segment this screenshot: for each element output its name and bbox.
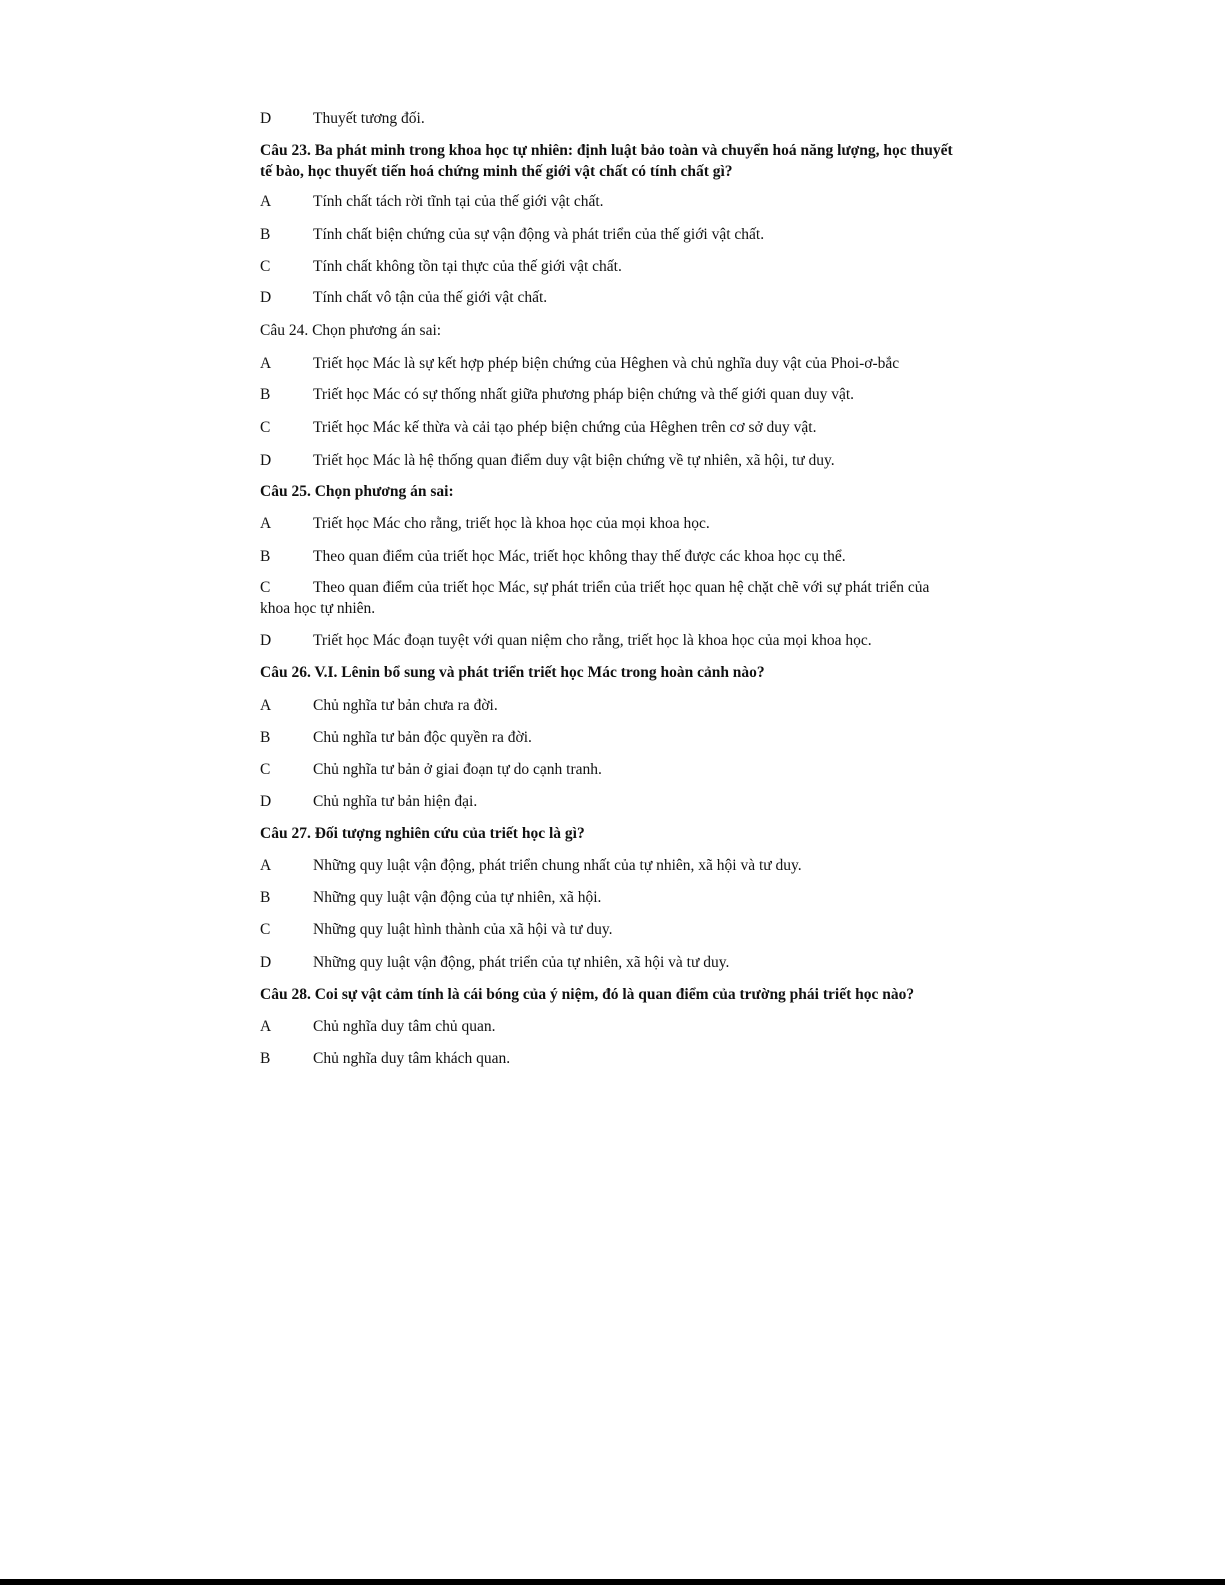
option-row — [260, 384, 960, 405]
option-row — [260, 1016, 960, 1037]
option-text: Tính chất tách rời tĩnh tại của thế giới vật chất. — [313, 193, 604, 210]
question-text: Câu 26. V.I. Lênin bổ sung và phát triển triết học Mác trong hoàn cảnh nào? — [260, 664, 765, 681]
option-row — [260, 855, 960, 876]
option-key: C — [260, 419, 271, 436]
option-row — [260, 191, 960, 212]
option-text: Theo quan điểm của triết học Mác, sự phát triển của triết học quan hệ chặt chẽ với sự phát triển của khoa học tự nhiên. — [260, 579, 930, 617]
option-key: D — [260, 452, 272, 469]
option-row — [260, 759, 960, 780]
option-text: Những quy luật vận động, phát triển chung nhất của tự nhiên, xã hội và tư duy. — [313, 857, 802, 874]
option-text: Chủ nghĩa duy tâm khách quan. — [313, 1050, 511, 1067]
option-row — [260, 450, 960, 471]
option-key: D — [260, 954, 272, 971]
option-key: B — [260, 226, 271, 243]
option-row — [260, 108, 960, 129]
option-text: Chủ nghĩa tư bản độc quyền ra đời. — [313, 729, 532, 746]
question-text: Câu 24. Chọn phương án sai: — [260, 322, 442, 339]
option-row — [260, 727, 960, 748]
option-row — [260, 546, 960, 567]
option-text: Theo quan điểm của triết học Mác, triết học không thay thế được các khoa học cụ thể. — [313, 548, 846, 565]
option-row — [260, 695, 960, 716]
option-row — [260, 919, 960, 940]
option-key: B — [260, 386, 271, 403]
option-text: Triết học Mác có sự thống nhất giữa phương pháp biện chứng và thế giới quan duy vật. — [313, 386, 855, 403]
question-text: Câu 27. Đối tượng nghiên cứu của triết học là gì? — [260, 825, 585, 842]
option-text: Tính chất biện chứng của sự vận động và phát triển của thế giới vật chất. — [313, 226, 765, 243]
option-key: D — [260, 289, 272, 306]
option-key: B — [260, 548, 271, 565]
option-text: Triết học Mác là sự kết hợp phép biện chứng của Hêghen và chủ nghĩa duy vật của Phoi-ơ-bắc — [313, 355, 900, 372]
option-text: Triết học Mác đoạn tuyệt với quan niệm cho rằng, triết học là khoa học của mọi khoa học. — [313, 632, 872, 649]
option-text: Chủ nghĩa duy tâm chủ quan. — [313, 1018, 496, 1035]
option-key: B — [260, 729, 271, 746]
option-text: Những quy luật vận động của tự nhiên, xã hội. — [313, 889, 602, 906]
option-text: Chủ nghĩa tư bản chưa ra đời. — [313, 697, 498, 714]
option-text: Chủ nghĩa tư bản ở giai đoạn tự do cạnh tranh. — [313, 761, 602, 778]
option-text: Những quy luật vận động, phát triển của tự nhiên, xã hội và tư duy. — [313, 954, 730, 971]
option-key: B — [260, 889, 271, 906]
option-key: D — [260, 632, 272, 649]
option-row — [260, 417, 960, 438]
option-row — [260, 353, 960, 374]
option-row — [260, 887, 960, 908]
option-key: B — [260, 1050, 271, 1067]
option-row — [260, 287, 960, 308]
option-row — [260, 952, 960, 973]
option-text: Triết học Mác là hệ thống quan điểm duy vật biện chứng về tự nhiên, xã hội, tư duy. — [313, 452, 835, 469]
option-text: Triết học Mác kế thừa và cải tạo phép biện chứng của Hêghen trên cơ sở duy vật. — [313, 419, 817, 436]
option-row — [260, 513, 960, 534]
option-text: Chủ nghĩa tư bản hiện đại. — [313, 793, 478, 810]
option-key: C — [260, 761, 271, 778]
option-row — [260, 577, 960, 619]
option-key: A — [260, 1018, 272, 1035]
option-key: A — [260, 515, 272, 532]
option-key: D — [260, 793, 272, 810]
option-key: D — [260, 110, 272, 127]
question-text: Câu 23. Ba phát minh trong khoa học tự nhiên: định luật bảo toàn và chuyển hoá năng lượng, học thuyết tế bào, học thuyết tiến hoá chứng minh thế giới vật chất có tính chất gì? — [260, 142, 953, 180]
option-row — [260, 224, 960, 245]
option-row — [260, 1048, 960, 1069]
option-text: Tính chất vô tận của thế giới vật chất. — [313, 289, 548, 306]
option-row — [260, 791, 960, 812]
option-key: A — [260, 355, 272, 372]
page-bottom-border — [0, 1579, 1225, 1585]
option-text: Tính chất không tồn tại thực của thế giới vật chất. — [313, 258, 622, 275]
question-text: Câu 28. Coi sự vật cảm tính là cái bóng của ý niệm, đó là quan điểm của trường phái triết học nào? — [260, 986, 915, 1003]
option-key: A — [260, 857, 272, 874]
option-row — [260, 630, 960, 651]
option-text: Triết học Mác cho rằng, triết học là khoa học của mọi khoa học. — [313, 515, 710, 532]
option-key: C — [260, 258, 271, 275]
option-text: Những quy luật hình thành của xã hội và tư duy. — [313, 921, 613, 938]
option-key: A — [260, 697, 272, 714]
option-key: C — [260, 921, 271, 938]
question-text: Câu 25. Chọn phương án sai: — [260, 483, 454, 500]
option-row — [260, 256, 960, 277]
option-text: Thuyết tương đối. — [313, 110, 425, 127]
option-key: A — [260, 193, 272, 210]
option-key: C — [260, 579, 271, 596]
